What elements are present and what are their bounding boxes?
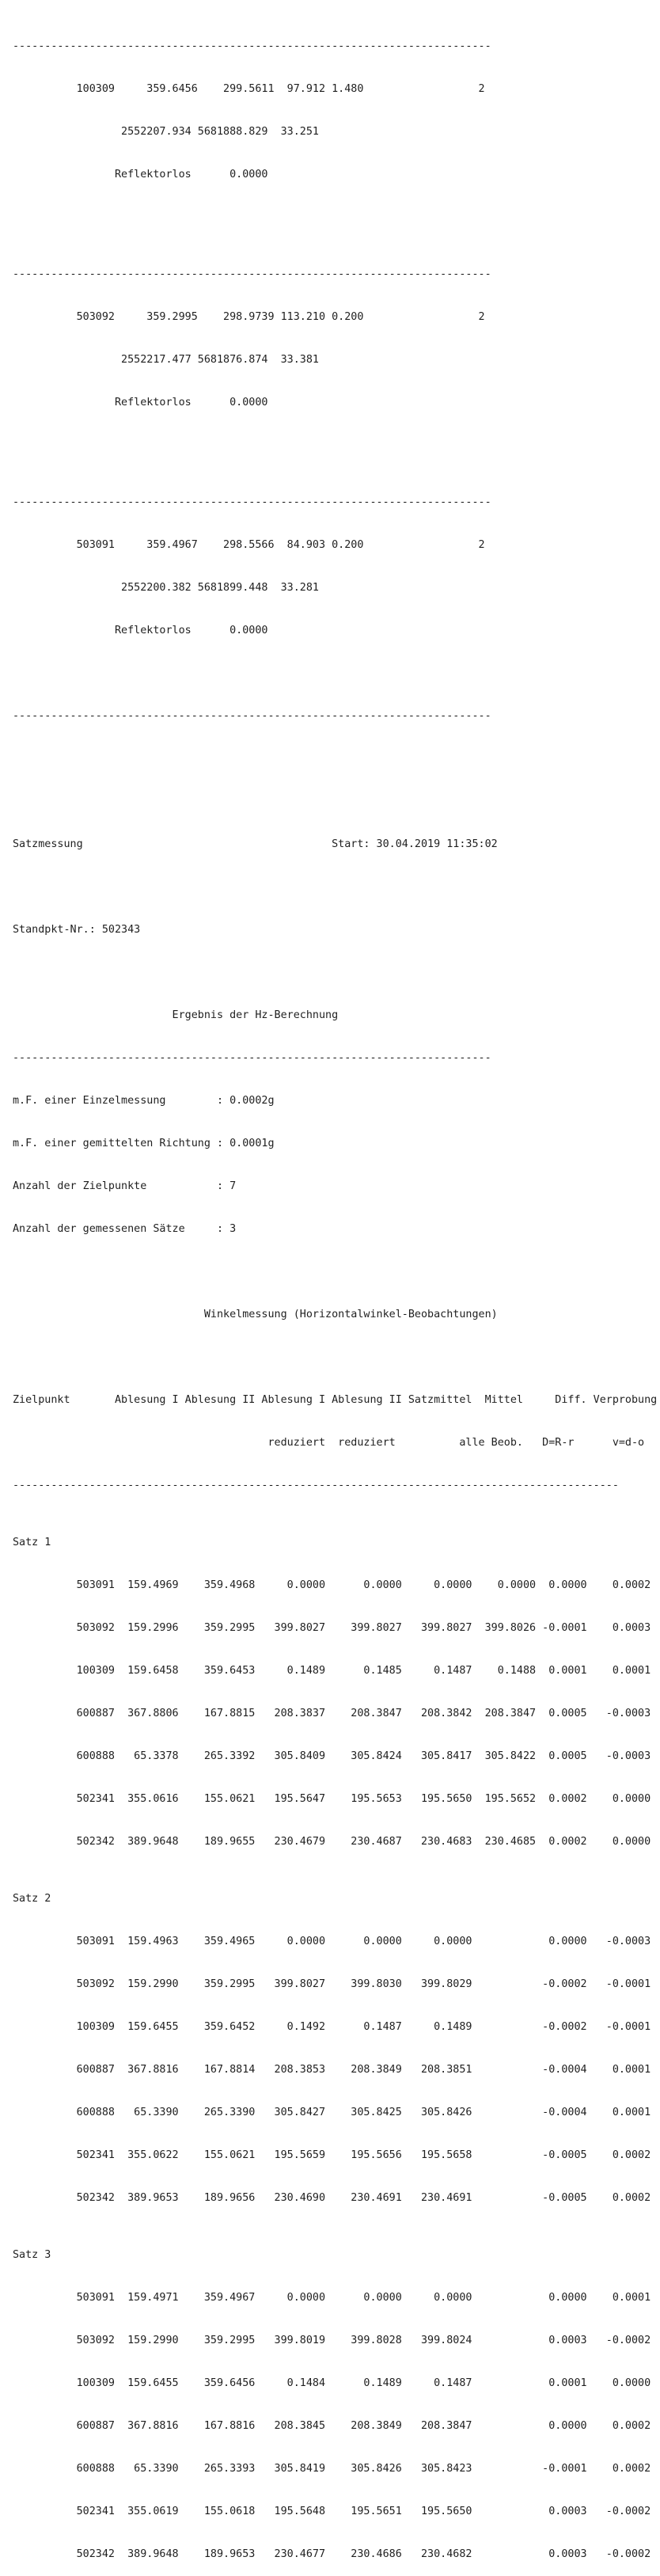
separator-line: ---------------------------------------------------------------------------: [13, 268, 491, 280]
table-row: 502342 389.9648 189.9655 230.4679 230.4687 230.4683 230.4685 0.0002 0.0000: [13, 1836, 651, 1848]
satz-label: Satz 3: [13, 2249, 51, 2261]
hz-stat-line: m.F. einer gemittelten Richtung : 0.0001g: [13, 1138, 275, 1149]
blank-line: [13, 795, 657, 809]
hz-stat-line: Anzahl der Zielpunkte : 7: [13, 1180, 237, 1192]
table-row: 100309 159.6458 359.6453 0.1489 0.1485 0.1487 0.1488 0.0001 0.0001: [13, 1665, 651, 1677]
reflector-line: Reflektorlos 0.0000: [13, 169, 268, 180]
table-row: 503091 159.4969 359.4968 0.0000 0.0000 0.0000 0.0000 0.0000 0.0002: [13, 1579, 651, 1591]
blank-line: [13, 1265, 657, 1279]
table-row: 100309 159.6455 359.6452 0.1492 0.1487 0.1489 -0.0002 -0.0001: [13, 2021, 651, 2033]
measurement-line: 503091 359.4967 298.5566 84.903 0.200 2: [13, 539, 485, 551]
winkel-title: Winkelmessung (Horizontalwinkel-Beobachtungen): [13, 1309, 498, 1320]
measurement-line: 100309 359.6456 299.5611 97.912 1.480 2: [13, 83, 485, 95]
table-row: 600888 65.3378 265.3392 305.8409 305.8424 305.8417 305.8422 0.0005 -0.0003: [13, 1750, 651, 1762]
blank-line: [13, 211, 657, 225]
table-row: 503091 159.4971 359.4967 0.0000 0.0000 0.0000 0.0000 0.0001: [13, 2292, 651, 2304]
table-row: 100309 159.6455 359.6456 0.1484 0.1489 0.1487 0.0001 0.0000: [13, 2377, 651, 2389]
table-row: 600887 367.8816 167.8814 208.3853 208.3849 208.3851 -0.0004 0.0001: [13, 2064, 651, 2076]
table-row: 502342 389.9653 189.9656 230.4690 230.4691 230.4691 -0.0005 0.0002: [13, 2192, 651, 2204]
blank-line: [13, 966, 657, 980]
satz-label: Satz 1: [13, 1537, 51, 1548]
table-header: reduziert reduziert alle Beob. D=R-r v=d-o: [13, 1437, 645, 1449]
hz-title: Ergebnis der Hz-Berechnung: [13, 1009, 339, 1021]
table-row: 600888 65.3390 265.3393 305.8419 305.8426 305.8423 -0.0001 0.0002: [13, 2463, 651, 2475]
table-row: 503092 159.2990 359.2995 399.8019 399.8028 399.8024 0.0003 -0.0002: [13, 2335, 651, 2346]
separator-line: ---------------------------------------------------------------------------: [13, 710, 491, 722]
table-row: 600887 367.8816 167.8816 208.3845 208.3849 208.3847 0.0000 0.0002: [13, 2420, 651, 2432]
table-header: Zielpunkt Ablesung I Ablesung II Ablesung I Ablesung II Satzmittel Mittel Diff. Verprobung: [13, 1394, 658, 1406]
separator-line: ---------------------------------------------------------------------------: [13, 496, 491, 508]
table-row: 503092 159.2996 359.2995 399.8027 399.8027 399.8027 399.8026 -0.0001 0.0003: [13, 1622, 651, 1634]
coordinate-line: 2552200.382 5681899.448 33.281: [13, 582, 319, 594]
table-row: 600888 65.3390 265.3390 305.8427 305.8425 305.8426 -0.0004 0.0001: [13, 2107, 651, 2118]
blank-line: [13, 439, 657, 453]
coordinate-line: 2552217.477 5681876.874 33.381: [13, 354, 319, 366]
standpunkt-line: Standpkt-Nr.: 502343: [13, 924, 141, 936]
hz-stat-line: Anzahl der gemessenen Sätze : 3: [13, 1223, 237, 1235]
blank-line: [13, 752, 657, 766]
hz-stat-line: m.F. einer Einzelmessung : 0.0002g: [13, 1095, 275, 1107]
table-row: 502341 355.0616 155.0621 195.5647 195.5653 195.5650 195.5652 0.0002 0.0000: [13, 1793, 651, 1805]
reflector-line: Reflektorlos 0.0000: [13, 397, 268, 408]
table-row: 502341 355.0622 155.0621 195.5659 195.5656 195.5658 -0.0005 0.0002: [13, 2149, 651, 2161]
coordinate-line: 2552207.934 5681888.829 33.251: [13, 126, 319, 138]
table-row: 503091 159.4963 359.4965 0.0000 0.0000 0.0000 0.0000 -0.0003: [13, 1936, 651, 1947]
satzmessung-header: Satzmessung Start: 30.04.2019 11:35:02: [13, 838, 498, 850]
blank-line: [13, 667, 657, 681]
separator-line: ---------------------------------------------------------------------------: [13, 40, 491, 52]
blank-line: [13, 1351, 657, 1365]
table-row: 503092 159.2990 359.2995 399.8027 399.8030 399.8029 -0.0002 -0.0001: [13, 1978, 651, 1990]
survey-report: [13, 0, 657, 2576]
satz-label: Satz 2: [13, 1893, 51, 1905]
table-row: 502341 355.0619 155.0618 195.5648 195.5651 195.5650 0.0003 -0.0002: [13, 2506, 651, 2517]
separator-line: ---------------------------------------------------------------------------: [13, 1052, 491, 1064]
reflector-line: Reflektorlos 0.0000: [13, 625, 268, 636]
table-separator: -----------------------------------------------------------------------------------------------: [13, 1480, 619, 1491]
table-row: 502342 389.9648 189.9653 230.4677 230.4686 230.4682 0.0003 -0.0002: [13, 2548, 651, 2560]
measurement-line: 503092 359.2995 298.9739 113.210 0.200 2: [13, 311, 485, 323]
blank-line: [13, 880, 657, 895]
table-row: 600887 367.8806 167.8815 208.3837 208.3847 208.3842 208.3847 0.0005 -0.0003: [13, 1708, 651, 1719]
